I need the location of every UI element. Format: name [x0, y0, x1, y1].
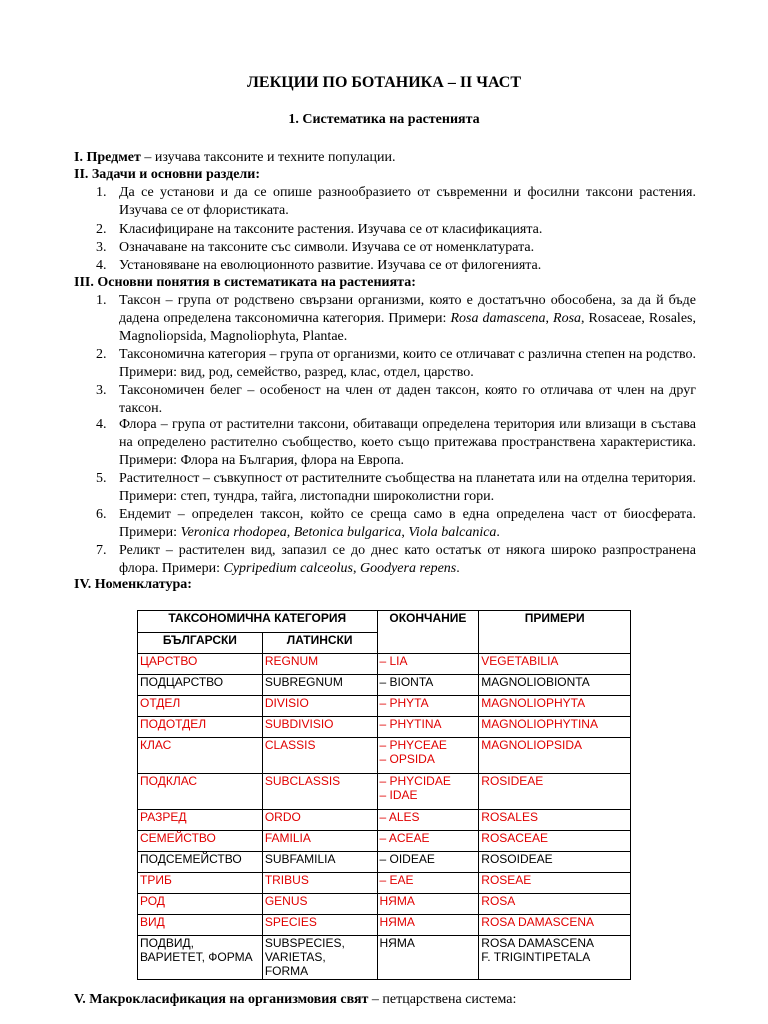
table-row: [138, 675, 631, 696]
section-subject: [74, 149, 396, 166]
cell-example: VEGETABILIA: [479, 654, 631, 675]
table-row: [138, 774, 631, 810]
table-row: [138, 873, 631, 894]
cell-bulgarian: ОТДЕЛ: [138, 696, 263, 717]
header-bulgarian: БЪЛГАРСКИ: [138, 633, 263, 654]
cell-bulgarian: РОД: [138, 894, 263, 915]
cell-ending: – PHYCIDAE – IDAE: [377, 774, 479, 810]
cell-ending: НЯМА: [377, 894, 479, 915]
list-number: 3.: [96, 240, 107, 255]
concept-vegetation: Растителност – съвкупност от растителните съобщества на планетата или на отделна територия. Примери: степ, тундра, тайга, листопадни широколистни гори.: [119, 471, 696, 504]
list-number: 6.: [96, 507, 107, 522]
list-number: 1.: [96, 185, 107, 200]
cell-ending: – OIDEAE: [377, 852, 479, 873]
cell-latin: ORDO: [262, 810, 377, 831]
list-item: Означаване на таксоните със символи. Изучава се от номенклатурата.: [119, 240, 535, 255]
cell-ending: – ACEAE: [377, 831, 479, 852]
cell-bulgarian: ПОДОТДЕЛ: [138, 717, 263, 738]
cell-bulgarian: ВИД: [138, 915, 263, 936]
cell-example: ROSOIDEAE: [479, 852, 631, 873]
header-category: ТАКСОНОМИЧНА КАТЕГОРИЯ: [138, 611, 378, 633]
cell-ending: – BIONTA: [377, 675, 479, 696]
list-item: Класифициране на таксоните растения. Изучава се от класификацията.: [119, 222, 543, 237]
cell-example: ROSACEAE: [479, 831, 631, 852]
table-row: [138, 894, 631, 915]
list-number: 5.: [96, 471, 107, 486]
list-number: 2.: [96, 222, 107, 237]
header-ending: ОКОНЧАНИЕ: [377, 611, 479, 654]
cell-bulgarian: ТРИБ: [138, 873, 263, 894]
concept-endemic: Ендемит – определен таксон, който се среща само в една определена част от биосферата. Примери: Veronica rhodopea, Betonica bulgarica, Viola balcanica.: [119, 507, 696, 540]
cell-bulgarian: ПОДЦАРСТВО: [138, 675, 263, 696]
cell-ending: – PHYTA: [377, 696, 479, 717]
cell-latin: SUBCLASSIS: [262, 774, 377, 810]
cell-latin: FAMILIA: [262, 831, 377, 852]
cell-ending: – PHYCEAE – OPSIDA: [377, 738, 479, 774]
cell-ending: НЯМА: [377, 915, 479, 936]
table-row: ПОДВИД, ВАРИЕТЕТ, ФОРМА SUBSPECIES, VARIETAS, FORMA НЯМА ROSA DAMASCENA F. TRIGINTIPETALA: [138, 936, 631, 980]
cell-latin: SUBFAMILIA: [262, 852, 377, 873]
cell-example: ROSA DAMASCENA: [479, 915, 631, 936]
section-macroclassification: [74, 992, 516, 1008]
cell-latin: GENUS: [262, 894, 377, 915]
list-number: 1.: [96, 293, 107, 308]
section-subject-text: – изучава таксоните и техните популации.: [140, 150, 396, 165]
list-number: 7.: [96, 543, 107, 558]
list-item: Установяване на еволюционното развитие. Изучава се от филогенията.: [119, 258, 542, 273]
cell-ending: – PHYTINA: [377, 717, 479, 738]
section-macro-heading: V. Макрокласификация на организмовия свят: [74, 992, 369, 1007]
list-number: 4.: [96, 417, 107, 432]
section-subject-heading: I. Предмет: [74, 150, 141, 165]
document-title: ЛЕКЦИИ ПО БОТАНИКА – II ЧАСТ: [247, 74, 521, 91]
section-subtitle: 1. Систематика на растенията: [288, 112, 480, 127]
list-item: Да се установи и да се опише разнообразието от съвременни и фосилни таксони растения. Изучава се от флористиката.: [119, 185, 696, 218]
cell-ending: – ALES: [377, 810, 479, 831]
table-row: [138, 831, 631, 852]
cell-example: MAGNOLIOPHYTA: [479, 696, 631, 717]
section-concepts-heading: III. Основни понятия в систематиката на растенията:: [74, 275, 416, 290]
cell-example: ROSA: [479, 894, 631, 915]
section-nomenclature-heading: IV. Номенклатура:: [74, 577, 192, 592]
cell-latin: SPECIES: [262, 915, 377, 936]
section-tasks-heading: II. Задачи и основни раздели:: [74, 167, 260, 182]
cell-example: MAGNOLIOBIONTA: [479, 675, 631, 696]
table-row: [138, 810, 631, 831]
table-row: [138, 696, 631, 717]
cell-ending: – LIA: [377, 654, 479, 675]
cell-example: ROSIDEAE: [479, 774, 631, 810]
cell-example: MAGNOLIOPSIDA: [479, 738, 631, 774]
cell-example: ROSEAE: [479, 873, 631, 894]
cell-example: MAGNOLIOPHYTINA: [479, 717, 631, 738]
cell-bulgarian: ПОДКЛАС: [138, 774, 263, 810]
cell-bulgarian: РАЗРЕД: [138, 810, 263, 831]
table-row: [138, 717, 631, 738]
table-row: [138, 915, 631, 936]
concept-category: Таксономична категория – група от организми, които се отличават с различна степен на родство. Примери: вид, род, семейство, разред, клас, отдел, царство.: [119, 347, 696, 380]
cell-latin: REGNUM: [262, 654, 377, 675]
table-row: [138, 654, 631, 675]
cell-latin: TRIBUS: [262, 873, 377, 894]
table-row: [138, 738, 631, 774]
cell-latin: DIVISIO: [262, 696, 377, 717]
cell-example: ROSALES: [479, 810, 631, 831]
cell-ending: – EAE: [377, 873, 479, 894]
header-latin: ЛАТИНСКИ: [262, 633, 377, 654]
cell-bulgarian: СЕМЕЙСТВО: [138, 831, 263, 852]
concept-character: Таксономичен белег – особеност на член от даден таксон, която го отличава от член на друг таксон.: [119, 383, 696, 416]
cell-latin: CLASSIS: [262, 738, 377, 774]
list-number: 3.: [96, 383, 107, 398]
cell-bulgarian: ПОДСЕМЕЙСТВО: [138, 852, 263, 873]
table-row: [138, 852, 631, 873]
cell-latin: SUBDIVISIO: [262, 717, 377, 738]
list-number: 2.: [96, 347, 107, 362]
cell-bulgarian: ЦАРСТВО: [138, 654, 263, 675]
cell-bulgarian: КЛАС: [138, 738, 263, 774]
cell-latin: SUBREGNUM: [262, 675, 377, 696]
list-number: 4.: [96, 258, 107, 273]
concept-relict: Реликт – растителен вид, запазил се до днес като остатък от някога широко разпространена флора. Примери: Cypripedium calceolus, Goodyera repens.: [119, 543, 696, 576]
concept-taxon: Таксон – група от родствено свързани организми, която е достатъчно обособена, за да й бъде дадена определена таксономична категория. Примери: Rosa damascena, Rosa, Rosaceae, Rosales, Magnoliopsida, Magnoliophyta, Plantae.: [119, 293, 696, 344]
section-macro-text: – петцарствена система:: [368, 992, 517, 1007]
concept-flora: Флора – група от растителни таксони, обитаващи определена територия или влизащи в състава на определено растително съобщество, което също притежава пространствена характеристика. Примери: Флора на България, флора на Европа.: [119, 417, 696, 468]
header-examples: ПРИМЕРИ: [479, 611, 631, 654]
nomenclature-table: [137, 610, 631, 980]
